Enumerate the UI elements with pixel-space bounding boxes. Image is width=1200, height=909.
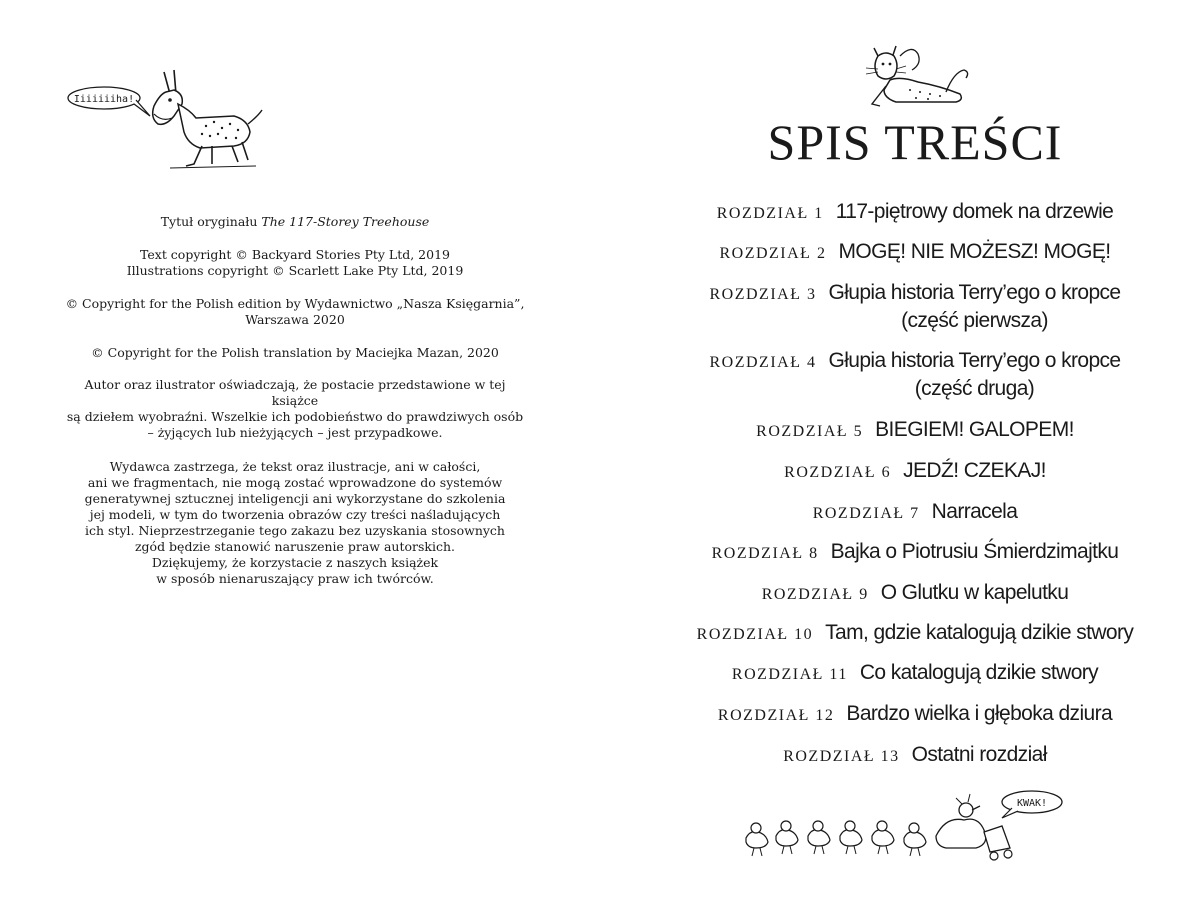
toc-row[interactable] [600, 238, 1200, 266]
toc-title: SPIS TREŚCI [767, 114, 1063, 170]
donkey-speech-text: Iiiiiiiha! [73, 94, 135, 105]
ducks-illustration [740, 786, 1070, 866]
toc-row[interactable] [600, 659, 1200, 687]
chapter-title-line-1: Głupia historia Terry’ego o kropce [828, 281, 1121, 304]
toc-row[interactable] [600, 538, 1200, 566]
illustrations-copyright: Illustrations copyright © Scarlett Lake Pty Ltd, 2019 [126, 263, 464, 278]
toc-row[interactable] [600, 498, 1200, 526]
toc-row[interactable] [600, 347, 1200, 403]
polish-translation-line: © Copyright for the Polish translation by Maciejka Mazan, 2020 [91, 345, 499, 360]
chapter-number: ROZDZIAŁ 4 [709, 354, 817, 371]
original-title: The 117-Storey Treehouse [261, 214, 430, 229]
ai-notice-line: w sposób nienaruszający praw ich twórców. [156, 571, 434, 586]
ai-notice-line: Wydawca zastrzega, że tekst oraz ilustracje, ani w całości, [109, 459, 481, 474]
polish-edition-line-1: © Copyright for the Polish edition by Wydawnictwo „Nasza Księgarnia”, [65, 296, 525, 311]
toc-row[interactable] [600, 279, 1200, 335]
chapter-number: ROZDZIAŁ 9 [761, 586, 869, 603]
chapter-title: Tam, gdzie katalogują dzikie stwory [825, 621, 1134, 644]
chapter-number: ROZDZIAŁ 2 [719, 245, 827, 262]
chapter-number: ROZDZIAŁ 12 [717, 707, 835, 724]
ai-usage-notice [60, 459, 530, 587]
chapter-title-line-1: Głupia historia Terry’ego o kropce [828, 349, 1121, 372]
disclaimer-line: są dziełem wyobraźni. Wszelkie ich podobieństwo do prawdziwych osób [66, 409, 524, 424]
ducks-speech-text: KWAK! [1016, 798, 1048, 809]
disclaimer-line: – żyjących lub nieżyjących – jest przypadkowe. [147, 425, 443, 440]
chapter-title: Narracela [931, 500, 1018, 523]
ai-notice-line: generatywnej sztucznej inteligencji ani wykorzystane do szkolenia [84, 491, 506, 506]
chapter-title: Bajka o Piotrusiu Śmierdzimajtku [830, 540, 1119, 563]
polish-edition-copyright [60, 296, 530, 328]
donkey-illustration [66, 64, 266, 174]
chapter-number: ROZDZIAŁ 1 [716, 205, 824, 222]
original-title-line [60, 214, 530, 230]
chapter-title: MOGĘ! NIE MOŻESZ! MOGĘ! [838, 240, 1111, 263]
cat-illustration [860, 42, 972, 110]
copyright-block [60, 247, 530, 279]
ai-notice-line: ani we fragmentach, nie mogą zostać wprowadzone do systemów [87, 475, 503, 490]
chapter-title: Bardzo wielka i głęboka dziura [846, 702, 1113, 725]
text-copyright: Text copyright © Backyard Stories Pty Ltd, 2019 [140, 247, 450, 262]
chapter-number: ROZDZIAŁ 8 [711, 545, 819, 562]
right-page [600, 0, 1200, 909]
toc-row[interactable] [600, 619, 1200, 647]
chapter-title [828, 347, 1120, 403]
ai-notice-line: zgód będzie stanowić naruszenie praw autorskich. [134, 539, 456, 554]
chapter-title: O Glutku w kapelutku [880, 581, 1069, 604]
chapter-number: ROZDZIAŁ 11 [731, 666, 848, 683]
fiction-disclaimer [60, 377, 530, 441]
original-title-prefix: Tytuł oryginału [160, 214, 262, 229]
toc-row[interactable] [600, 457, 1200, 485]
chapter-title: Ostatni rozdział [911, 743, 1047, 766]
chapter-number: ROZDZIAŁ 3 [709, 286, 817, 303]
toc-row[interactable] [600, 741, 1200, 769]
chapter-number: ROZDZIAŁ 7 [812, 505, 920, 522]
ai-notice-line: Dziękujemy, że korzystacie z naszych książek [151, 555, 439, 570]
chapter-number: ROZDZIAŁ 13 [783, 748, 900, 765]
chapter-title-line-2: (część pierwsza) [901, 309, 1048, 332]
chapter-title: JEDŹ! CZEKAJ! [903, 459, 1046, 482]
polish-edition-line-2: Warszawa 2020 [245, 312, 345, 327]
ai-notice-line: jej modeli, w tym do tworzenia obrazów czy treści naśladujących [89, 507, 501, 522]
chapter-title [828, 279, 1120, 335]
chapter-title: Co katalogują dzikie stwory [859, 661, 1099, 684]
chapter-number: ROZDZIAŁ 5 [756, 423, 864, 440]
toc-row[interactable] [600, 579, 1200, 607]
toc-row[interactable] [600, 198, 1200, 226]
disclaimer-line: Autor oraz ilustrator oświadczają, że postacie przedstawione w tej książce [84, 377, 506, 408]
chapter-number: ROZDZIAŁ 10 [696, 626, 814, 643]
chapter-number: ROZDZIAŁ 6 [784, 464, 892, 481]
polish-translation-copyright [60, 345, 530, 361]
ai-notice-line: ich styl. Nieprzestrzeganie tego zakazu bez uzyskania stosownych [85, 523, 505, 538]
chapter-title: 117-piętrowy domek na drzewie [835, 200, 1114, 223]
chapter-title-line-2: (część druga) [914, 377, 1035, 400]
chapter-title: BIEGIEM! GALOPEM! [875, 418, 1074, 441]
toc-row[interactable] [600, 700, 1200, 728]
toc-row[interactable] [600, 416, 1200, 444]
